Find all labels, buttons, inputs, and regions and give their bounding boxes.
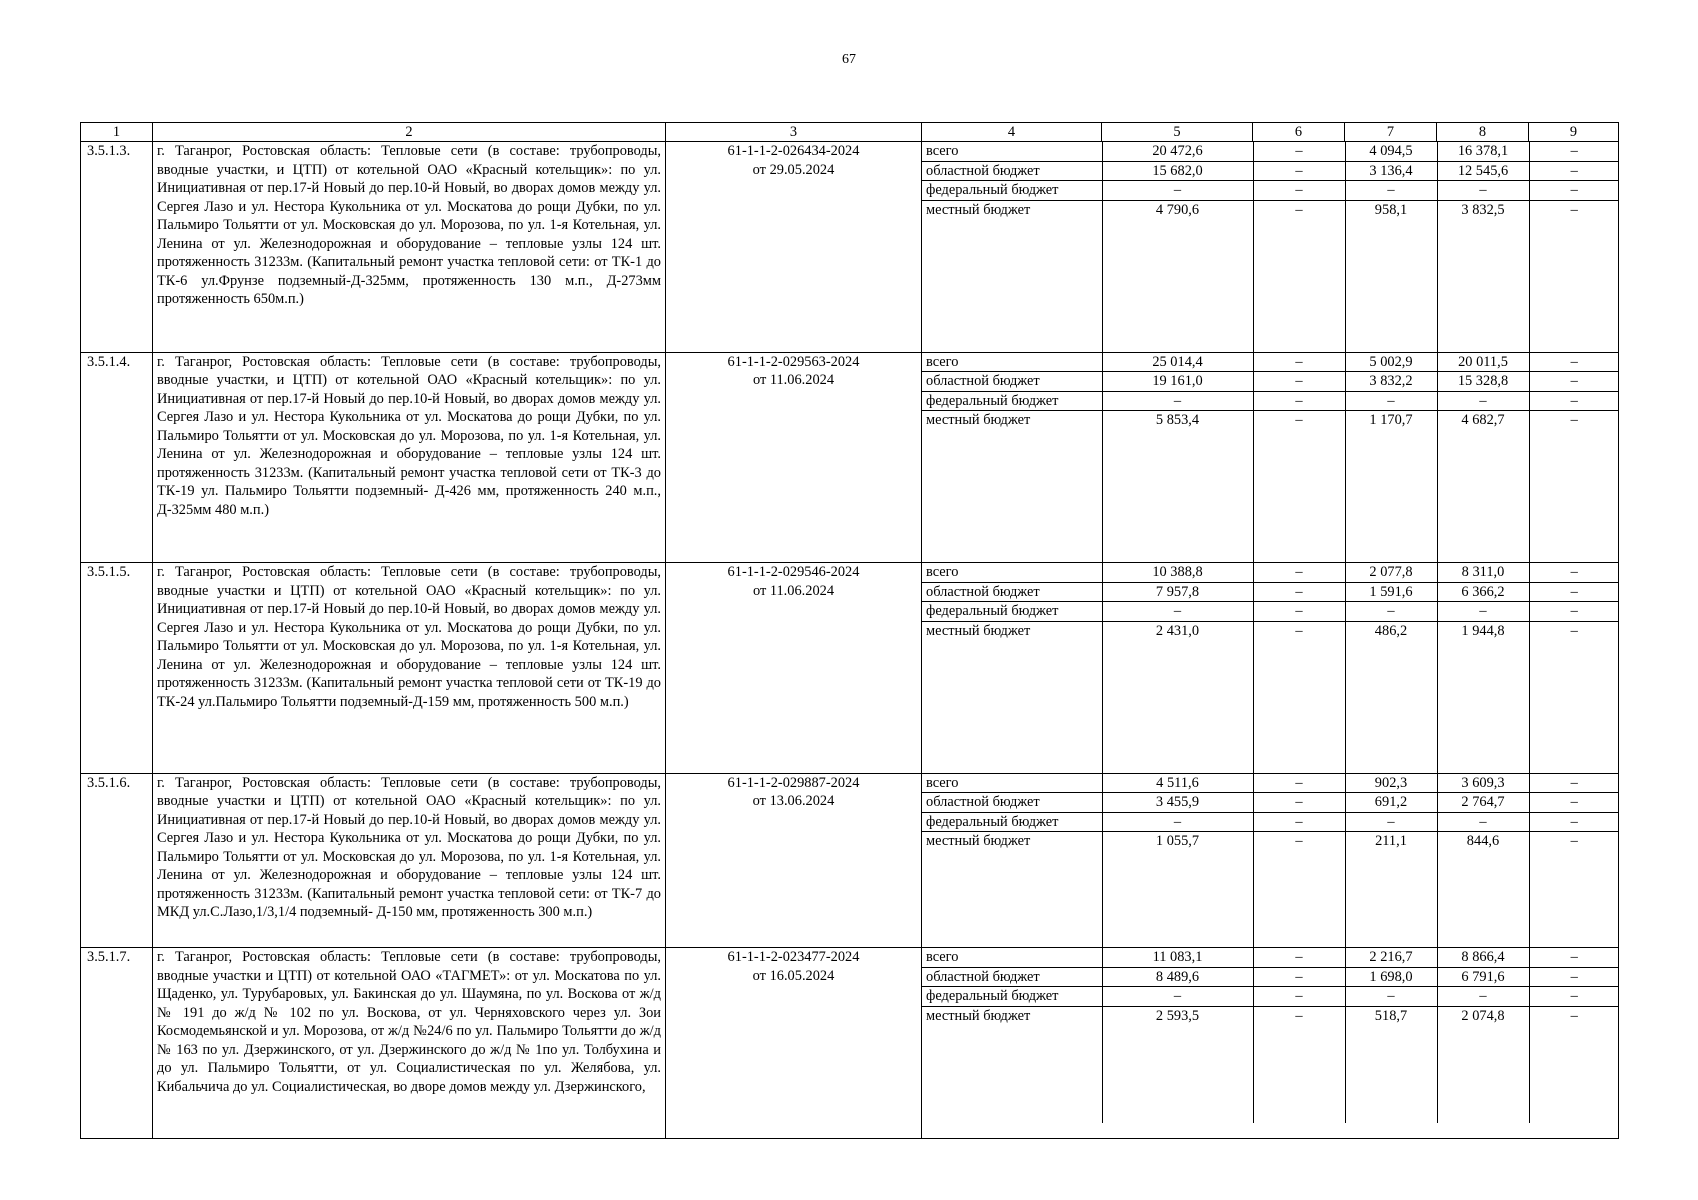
funding-value: – (1529, 602, 1619, 622)
funding-value: 1 170,7 (1345, 411, 1437, 563)
funding-value: – (1345, 391, 1437, 411)
funding-row (922, 142, 1619, 161)
conclusion-number: 61-1-1-2-029563-2024 (727, 353, 860, 370)
funding-row (922, 161, 1619, 181)
funding-value: – (1102, 602, 1253, 622)
funding-value: 2 077,8 (1345, 563, 1437, 582)
funding-row (922, 391, 1619, 411)
funding-value: 4 094,5 (1345, 142, 1437, 161)
funding-table (922, 353, 1619, 563)
expertise-conclusion (666, 142, 922, 353)
conclusion-date: от 11.06.2024 (752, 582, 835, 599)
funding-source: местный бюджет (922, 621, 1102, 773)
funding-value: 7 957,8 (1102, 582, 1253, 602)
header-cell: 5 (1102, 123, 1253, 142)
row-number: 3.5.1.4. (81, 352, 153, 563)
funding-row (922, 832, 1619, 948)
funding-table (922, 563, 1619, 773)
funding-row (922, 793, 1619, 813)
funding-value: 15 328,8 (1437, 372, 1529, 392)
funding-value: – (1253, 411, 1345, 563)
table-row (81, 773, 1619, 948)
funding-value: 902,3 (1345, 774, 1437, 793)
funding-value: – (1345, 181, 1437, 201)
funding-value: – (1570, 1007, 1578, 1024)
funding-value: – (1529, 967, 1619, 987)
funding-value: – (1437, 987, 1529, 1007)
funding-value: 1 055,7 (1102, 832, 1253, 948)
funding-row (922, 948, 1619, 967)
funding-value: 5 853,4 (1102, 411, 1253, 563)
funding-source: местный бюджет (922, 411, 1102, 563)
funding-value: – (1570, 622, 1578, 639)
funding-value: – (1529, 774, 1619, 793)
funding-source: федеральный бюджет (922, 391, 1102, 411)
funding-block (922, 563, 1619, 774)
funding-value: 10 388,8 (1102, 563, 1253, 582)
funding-row (922, 411, 1619, 563)
funding-value: – (1253, 793, 1345, 813)
object-description (153, 352, 666, 563)
funding-value: 4 682,7 (1437, 411, 1529, 563)
funding-row (922, 774, 1619, 793)
object-description-text: г. Таганрог, Ростовская область: Тепловые сети (в составе: трубопроводы, вводные участки и ЦТП) от котельной ОАО «ТАГМЕТ»: от ул. Москатова по ул. Щаденко, ул. Турубаровых, ул. Бакинская до ул. Шаумяна, по ул. Воскова от ж/д № 191 до ж/д № 102 по ул. Воскова, от ул. Черняховского через ул. Зои Космодемьянской и ул. Морозова, от ж/д №24/6 по ул. Пальмиро Тольятти до ж/д № 163 по ул. Дзержинского, от ул. Дзержинского до ж/д № 1по ул. Толбухина и до ул. Пальмиро Тольятти, от ул. Социалистическая по ул. Желябова, ул. Кибальчича до ул. Социалистическая, во дворе домов между ул. Дзержинского, (157, 949, 661, 1095)
funding-source: всего (922, 563, 1102, 582)
conclusion-date: от 13.06.2024 (752, 793, 835, 809)
funding-row (922, 582, 1619, 602)
column-number-header (81, 123, 1619, 142)
funding-value: 4 511,6 (1102, 774, 1253, 793)
funding-value: 2 074,8 (1437, 1006, 1529, 1123)
funding-value: 20 472,6 (1102, 142, 1253, 161)
header-cell: 3 (666, 123, 922, 142)
funding-source: местный бюджет (922, 1006, 1102, 1123)
funding-value: 6 791,6 (1437, 967, 1529, 987)
funding-value: – (1253, 948, 1345, 967)
funding-value: 12 545,6 (1437, 161, 1529, 181)
funding-value: – (1529, 582, 1619, 602)
funding-value: – (1253, 353, 1345, 372)
conclusion-number: 61-1-1-2-029546-2024 (727, 564, 860, 580)
table-row (81, 948, 1619, 1139)
funding-value: 4 790,6 (1102, 200, 1253, 352)
funding-value: 3 136,4 (1345, 161, 1437, 181)
header-cell: 4 (922, 123, 1102, 142)
funding-value: 8 311,0 (1437, 563, 1529, 582)
funding-row (922, 372, 1619, 392)
funding-value: 20 011,5 (1437, 353, 1529, 372)
row-number: 3.5.1.5. (81, 563, 153, 774)
funding-value: – (1253, 832, 1345, 948)
funding-source: областной бюджет (922, 793, 1102, 813)
funding-value: – (1102, 987, 1253, 1007)
funding-value: – (1253, 372, 1345, 392)
funding-source: федеральный бюджет (922, 987, 1102, 1007)
funding-value: 518,7 (1345, 1006, 1437, 1123)
funding-row (922, 602, 1619, 622)
funding-source: местный бюджет (922, 832, 1102, 948)
object-description-text: г. Таганрог, Ростовская область: Тепловые сети (в составе: трубопроводы, вводные участки и ЦТП) от котельной ОАО «Красный котельщик»: по ул. Инициативная от пер.17-й Новый до пер.10-й Новый, во дворах домов между ул. Сергея Лазо и ул. Нестора Кукольника от ул. Москатова до рощи Дубки, по ул. Пальмиро Тольятти от ул. Московская до ул. Морозова, по ул. 1-я Котельная, ул. Ленина от ул. Железнодорожная и оборудование – тепловые узлы 124 шт. протяженность 31233м. (Капитальный ремонт участка тепловой сети: от ТК-7 до МКД ул.С.Лазо,1/3,1/4 подземный- Д-150 мм, протяженность 300 м.п.) (157, 774, 661, 920)
funding-value: 16 378,1 (1437, 142, 1529, 161)
funding-value: 1 591,6 (1345, 582, 1437, 602)
object-description-text: г. Таганрог, Ростовская область: Тепловые сети (в составе: трубопроводы, вводные участки, и ЦТП) от котельной ОАО «Красный котельщик»: по ул. Инициативная от пер.17-й Новый до пер.10-й Новый, во дворах домов между ул. Сергея Лазо и ул. Нестора Кукольника от ул. Москатова до рощи Дубки, по ул. Пальмиро Тольятти от ул. Московская до ул. Морозова, по ул. 1-я Котельная, ул. Ленина от ул. Железнодорожная и оборудование – тепловые узлы 124 шт. протяженность 31233м. (Капитальный ремонт участка тепловой сети от ТК-3 до ТК-19 ул. Пальмиро Тольятти подземный- Д-426 мм, протяженность 240 м.п., Д-325мм 480 м.п.) (157, 353, 661, 518)
header-cell: 2 (153, 123, 666, 142)
funding-value: – (1529, 948, 1619, 967)
funding-value: – (1253, 161, 1345, 181)
funding-source: всего (922, 948, 1102, 967)
row-number: 3.5.1.7. (81, 948, 153, 1139)
row-number: 3.5.1.6. (81, 773, 153, 948)
funding-value: – (1345, 602, 1437, 622)
funding-value: – (1253, 774, 1345, 793)
funding-value: 2 764,7 (1437, 793, 1529, 813)
header-cell: 1 (81, 123, 153, 142)
funding-value: 8 866,4 (1437, 948, 1529, 967)
funding-value: – (1529, 391, 1619, 411)
funding-value: 19 161,0 (1102, 372, 1253, 392)
funding-value: 1 944,8 (1437, 621, 1529, 773)
funding-row (922, 563, 1619, 582)
conclusion-date: от 11.06.2024 (752, 372, 835, 388)
funding-source: областной бюджет (922, 372, 1102, 392)
funding-value: 211,1 (1345, 832, 1437, 948)
funding-table (922, 774, 1619, 948)
funding-value: – (1529, 353, 1619, 372)
funding-value: – (1253, 812, 1345, 832)
funding-value: 3 455,9 (1102, 793, 1253, 813)
funding-source: федеральный бюджет (922, 181, 1102, 201)
funding-value: 958,1 (1345, 200, 1437, 352)
funding-table (922, 948, 1619, 1123)
funding-value: – (1253, 621, 1345, 773)
funding-value: – (1253, 142, 1345, 161)
conclusion-number: 61-1-1-2-026434-2024 (727, 143, 860, 159)
funding-value: – (1529, 161, 1619, 181)
funding-source: федеральный бюджет (922, 812, 1102, 832)
table-row (81, 142, 1619, 353)
funding-value: – (1253, 967, 1345, 987)
funding-value: – (1102, 181, 1253, 201)
object-description-text: г. Таганрог, Ростовская область: Тепловые сети (в составе: трубопроводы, вводные участки, и ЦТП) от котельной ОАО «Красный котельщик»: по ул. Инициативная от пер.17-й Новый до пер.10-й Новый, во дворах домов между ул. Сергея Лазо и ул. Нестора Кукольника от ул. Москатова до рощи Дубки, по ул. Пальмиро Тольятти от ул. Московская до ул. Морозова, по ул. 1-я Котельная, ул. Ленина от ул. Железнодорожная и оборудование – тепловые узлы 124 шт. протяженность 31233м. (Капитальный ремонт участка тепловой сети: от ТК-1 до ТК-6 ул.Фрунзе подземный-Д-325мм, протяженность 130 м.п., Д-273мм протяженность 650м.п.) (157, 143, 661, 307)
funding-value: 15 682,0 (1102, 161, 1253, 181)
funding-value: – (1253, 391, 1345, 411)
funding-value: 3 832,5 (1437, 200, 1529, 352)
funding-value: – (1437, 812, 1529, 832)
page-number: 67 (842, 52, 856, 67)
funding-value: – (1570, 833, 1578, 849)
funding-row (922, 987, 1619, 1007)
funding-value: – (1437, 602, 1529, 622)
funding-value: – (1570, 412, 1578, 428)
object-description (153, 773, 666, 948)
funding-table (922, 142, 1619, 352)
funding-value: – (1529, 793, 1619, 813)
funding-value: – (1102, 812, 1253, 832)
table-row (81, 563, 1619, 774)
funding-value: 844,6 (1437, 832, 1529, 948)
funding-value: – (1253, 987, 1345, 1007)
conclusion-date: от 16.05.2024 (752, 967, 835, 984)
funding-value: – (1253, 563, 1345, 582)
object-description (153, 948, 666, 1139)
funding-value: – (1345, 987, 1437, 1007)
header-cell: 8 (1437, 123, 1529, 142)
funding-value: 3 832,2 (1345, 372, 1437, 392)
funding-value: – (1529, 812, 1619, 832)
funding-value: – (1529, 181, 1619, 201)
funding-value: 486,2 (1345, 621, 1437, 773)
expertise-conclusion (666, 563, 922, 774)
conclusion-number: 61-1-1-2-023477-2024 (727, 949, 860, 965)
funding-value: – (1102, 391, 1253, 411)
expertise-conclusion (666, 352, 922, 563)
funding-source: всего (922, 353, 1102, 372)
funding-value: 2 431,0 (1102, 621, 1253, 773)
header-cell: 7 (1345, 123, 1437, 142)
funding-value: 2 593,5 (1102, 1006, 1253, 1123)
funding-row (922, 621, 1619, 773)
funding-value: – (1345, 812, 1437, 832)
table-row (81, 352, 1619, 563)
funding-value: – (1437, 181, 1529, 201)
funding-row (922, 967, 1619, 987)
funding-value: – (1529, 372, 1619, 392)
funding-source: всего (922, 142, 1102, 161)
funding-value: 3 609,3 (1437, 774, 1529, 793)
funding-value: 691,2 (1345, 793, 1437, 813)
funding-source: федеральный бюджет (922, 602, 1102, 622)
funding-row (922, 353, 1619, 372)
funding-value: 11 083,1 (1102, 948, 1253, 967)
funding-block (922, 352, 1619, 563)
funding-value: – (1529, 563, 1619, 582)
funding-block (922, 773, 1619, 948)
funding-value: 1 698,0 (1345, 967, 1437, 987)
funding-value: 2 216,7 (1345, 948, 1437, 967)
expertise-conclusion (666, 773, 922, 948)
funding-row (922, 812, 1619, 832)
header-cell: 6 (1253, 123, 1345, 142)
funding-source: всего (922, 774, 1102, 793)
funding-value: – (1253, 582, 1345, 602)
funding-value: 25 014,4 (1102, 353, 1253, 372)
funding-block (922, 948, 1619, 1139)
funding-value: – (1253, 181, 1345, 201)
expertise-conclusion (666, 948, 922, 1139)
funding-row (922, 200, 1619, 352)
object-description-text: г. Таганрог, Ростовская область: Тепловые сети (в составе: трубопроводы, вводные участки и ЦТП) от котельной ОАО «Красный котельщик»: по ул. Инициативная от пер.17-й Новый до пер.10-й Новый, во дворах домов между ул. Сергея Лазо и ул. Нестора Кукольника от ул. Москатова до рощи Дубки, по ул. Пальмиро Тольятти от ул. Московская до ул. Морозова, по ул. 1-я Котельная, ул. Ленина от ул. Железнодорожная и оборудование – тепловые узлы 124 шт. протяженность 31233м. (Капитальный ремонт участка тепловой сети от ТК-19 до ТК-24 ул.Пальмиро Тольятти подземный-Д-159 мм, протяженность 500 м.п.) (157, 564, 661, 710)
funding-value: – (1253, 1006, 1345, 1123)
funding-row (922, 1006, 1619, 1123)
funding-value: 5 002,9 (1345, 353, 1437, 372)
conclusion-date: от 29.05.2024 (752, 161, 835, 178)
funding-source: местный бюджет (922, 200, 1102, 352)
funding-value: – (1529, 987, 1619, 1007)
funding-source: областной бюджет (922, 967, 1102, 987)
conclusion-number: 61-1-1-2-029887-2024 (727, 774, 860, 791)
funding-source: областной бюджет (922, 582, 1102, 602)
funding-value: 8 489,6 (1102, 967, 1253, 987)
funding-value: 6 366,2 (1437, 582, 1529, 602)
funding-value: – (1253, 200, 1345, 352)
funding-value: – (1570, 201, 1578, 218)
investment-table (80, 122, 1619, 1139)
funding-block (922, 142, 1619, 353)
funding-source: областной бюджет (922, 161, 1102, 181)
object-description (153, 563, 666, 774)
row-number: 3.5.1.3. (81, 142, 153, 353)
object-description (153, 142, 666, 353)
funding-value: – (1529, 142, 1619, 161)
funding-value: – (1253, 602, 1345, 622)
funding-row (922, 181, 1619, 201)
funding-value: – (1437, 391, 1529, 411)
header-cell: 9 (1529, 123, 1619, 142)
